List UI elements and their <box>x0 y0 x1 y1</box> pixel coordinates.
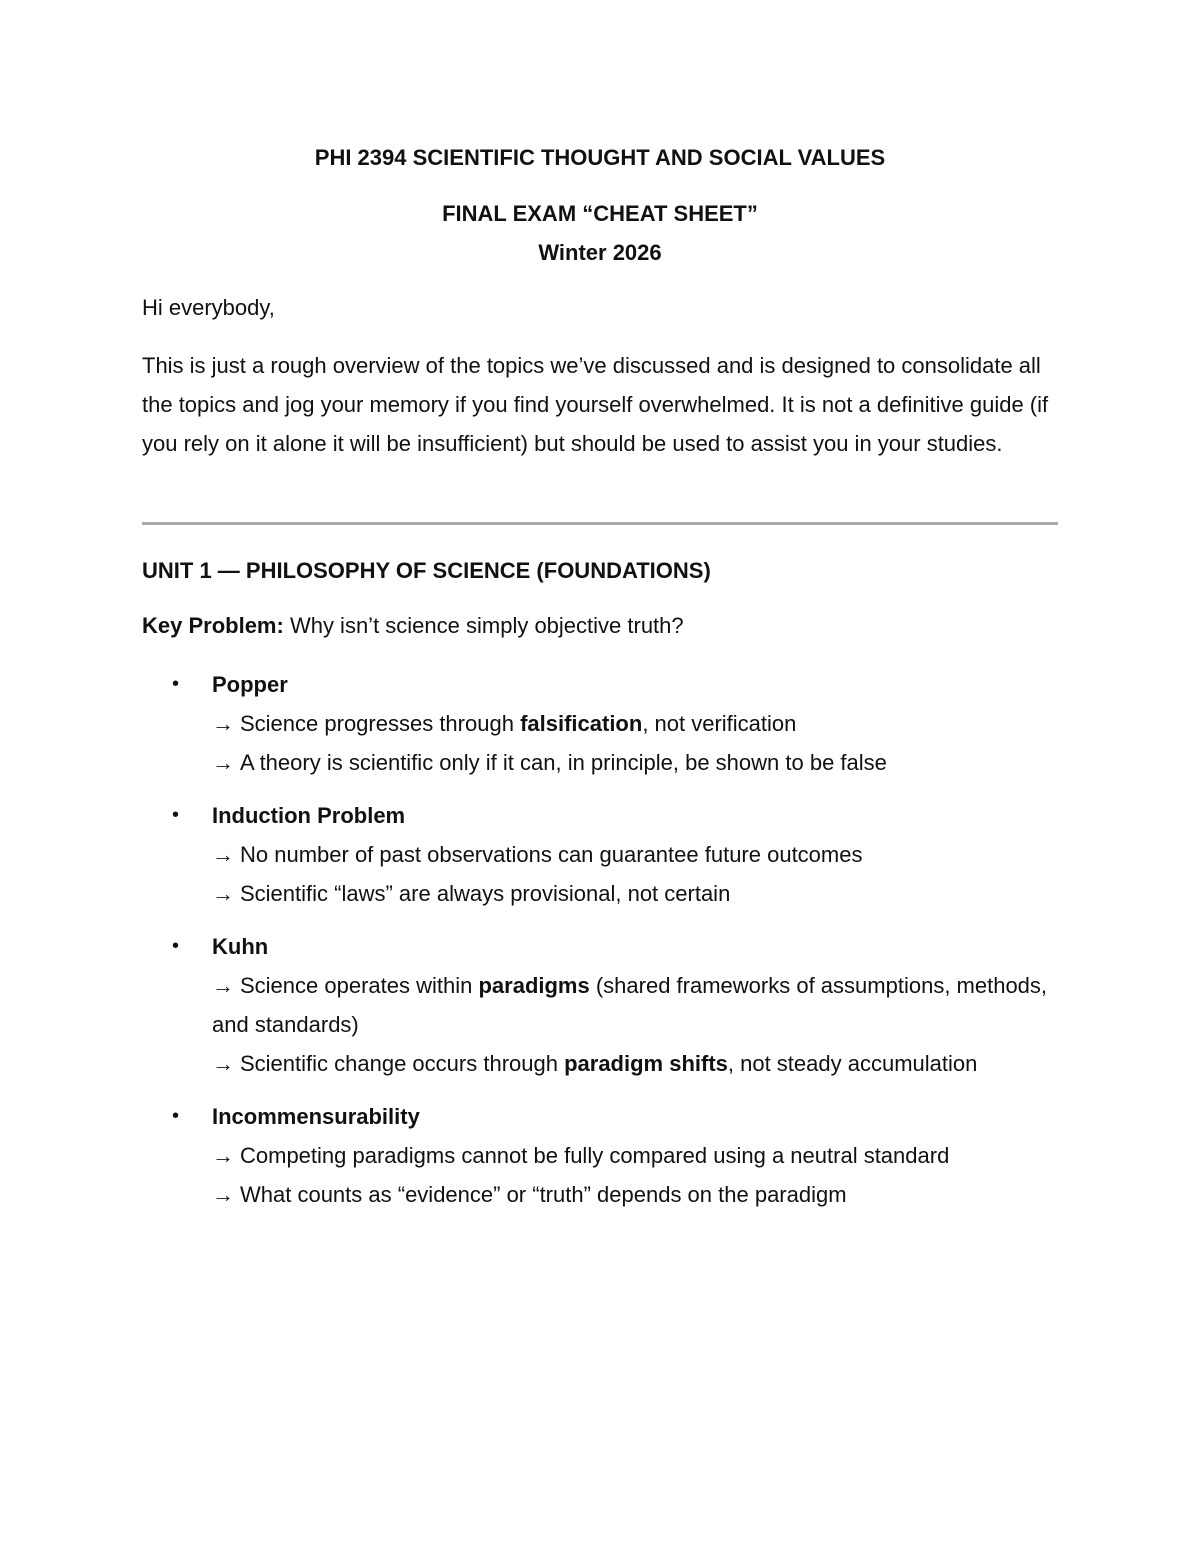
point-text: (shared frameworks of assumptions, methods, and standards) <box>212 973 1048 1037</box>
greeting: Hi everybody, <box>142 295 275 320</box>
topic-point <box>212 966 1058 1044</box>
bullet-icon: • <box>172 935 180 957</box>
point-text: , not steady accumulation <box>727 1051 978 1076</box>
topic-item <box>142 796 1058 913</box>
topic-name: Kuhn <box>212 934 269 959</box>
horizontal-divider <box>142 522 1058 525</box>
point-key-term: falsification <box>520 711 643 736</box>
arrow-right-icon: → <box>212 711 234 736</box>
point-text: Scientific change occurs through <box>240 1051 565 1076</box>
arrow-right-icon: → <box>212 1051 234 1076</box>
topic-item <box>142 927 1058 1083</box>
key-problem-label: Key Problem: <box>142 613 284 638</box>
unit-heading: UNIT 1 — PHILOSOPHY OF SCIENCE (FOUNDATIONS) <box>142 558 711 583</box>
point-key-term: paradigm shifts <box>564 1051 728 1076</box>
point-text: Scientific “laws” are always provisional, not certain <box>240 881 731 906</box>
topic-point <box>212 835 1058 874</box>
topic-point <box>212 1044 1058 1083</box>
course-title: PHI 2394 SCIENTIFIC THOUGHT AND SOCIAL VALUES <box>314 145 886 170</box>
arrow-right-icon: → <box>212 750 234 775</box>
arrow-right-icon: → <box>212 1143 234 1168</box>
key-problem-text: Why isn’t science simply objective truth? <box>283 613 684 638</box>
topic-item <box>142 1097 1058 1214</box>
arrow-right-icon: → <box>212 973 234 998</box>
arrow-right-icon: → <box>212 881 234 906</box>
topic-point <box>212 1136 1058 1175</box>
point-text: What counts as “evidence” or “truth” depends on the paradigm <box>240 1182 847 1207</box>
bullet-icon: • <box>172 804 180 826</box>
intro-paragraph: This is just a rough overview of the topics we’ve discussed and is designed to consolidate all the topics and jog your memory if you find yourself overwhelmed. It is not a definitive guide (if you rely on it alone it will be insufficient) but should be used to assist you in your studies. <box>142 353 1049 456</box>
topic-point <box>212 704 1058 743</box>
topic-name: Popper <box>212 672 288 697</box>
point-text: Competing paradigms cannot be fully compared using a neutral standard <box>240 1143 950 1168</box>
point-text: , not verification <box>642 711 797 736</box>
arrow-right-icon: → <box>212 842 234 867</box>
term-label: Winter 2026 <box>538 240 662 265</box>
bullet-icon: • <box>172 1105 180 1127</box>
key-problem <box>142 612 684 640</box>
topic-item <box>142 665 1058 782</box>
point-text: No number of past observations can guarantee future outcomes <box>240 842 863 867</box>
bullet-icon: • <box>172 673 180 695</box>
arrow-right-icon: → <box>212 1182 234 1207</box>
point-text: Science operates within <box>240 973 479 998</box>
point-text: Science progresses through <box>240 711 521 736</box>
point-text: A theory is scientific only if it can, in principle, be shown to be false <box>240 750 887 775</box>
point-key-term: paradigms <box>478 973 590 998</box>
topic-name: Incommensurability <box>212 1104 420 1129</box>
topic-name: Induction Problem <box>212 803 406 828</box>
topic-point <box>212 743 1058 782</box>
topic-list <box>142 665 1058 1228</box>
topic-point <box>212 874 1058 913</box>
document-title: FINAL EXAM “CHEAT SHEET” <box>442 201 758 226</box>
topic-point <box>212 1175 1058 1214</box>
